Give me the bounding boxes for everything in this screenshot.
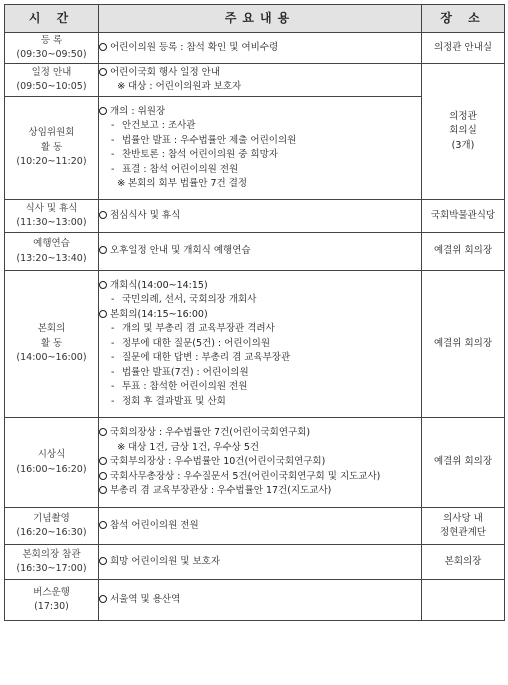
- content-text: 표결 : 참석 어린이의원 전원: [122, 163, 239, 175]
- session-label: 본회의장 참관: [22, 548, 81, 560]
- content-cell: [99, 580, 422, 621]
- circle-bullet-icon: [99, 41, 110, 56]
- content-line: [99, 519, 421, 534]
- content-text: 정회 후 결과발표 및 산회: [122, 395, 226, 407]
- session-label: 기념촬영: [33, 512, 70, 524]
- header-time: 시 간: [5, 5, 99, 33]
- dash-bullet-icon: [111, 119, 122, 134]
- content-line: [99, 80, 421, 95]
- content-text: 부총리 겸 교육부장관상 : 우수법률안 17건(지도교사): [110, 485, 332, 497]
- reference-mark-icon: [117, 177, 128, 192]
- content-text: 국회사무총장상 : 우수질문서 5건(어린이국회연구회 및 지도교사): [110, 470, 381, 482]
- dash-bullet-icon: [111, 366, 122, 381]
- place-cell: 의정관 안내실: [422, 33, 505, 64]
- content-line: [99, 308, 421, 323]
- content-cell: [99, 200, 422, 233]
- content-line: [99, 177, 421, 192]
- content-text: 대상 : 어린이의원과 보호자: [128, 81, 242, 92]
- time-range: (13:20~13:40): [16, 252, 87, 264]
- content-line: [99, 470, 421, 485]
- reference-mark-icon: [117, 80, 128, 95]
- circle-bullet-icon: [99, 555, 110, 570]
- time-range: (16:20~16:30): [16, 527, 87, 538]
- content-text: 점심식사 및 휴식: [110, 209, 181, 221]
- time-range: (09:30~09:50): [16, 49, 87, 60]
- content-line: [99, 41, 421, 56]
- time-range: (16:30~17:00): [16, 563, 87, 574]
- time-range: (09:50~10:05): [16, 81, 87, 92]
- session-label: 등 록: [40, 34, 63, 46]
- circle-bullet-icon: [99, 470, 110, 485]
- content-text: 개회식(14:00~14:15): [110, 279, 208, 291]
- session-label: 예행연습: [33, 238, 70, 249]
- content-text: 본회의 회부 법률안 7건 결정: [128, 178, 248, 189]
- content-cell: [99, 97, 422, 200]
- content-text: 개의 및 부총리 겸 교육부장관 격려사: [122, 323, 275, 335]
- dash-bullet-icon: [111, 134, 122, 149]
- header-row: [5, 5, 505, 33]
- time-cell: [5, 233, 99, 271]
- schedule-body: [5, 33, 505, 621]
- time-cell: [5, 271, 99, 418]
- schedule-row: [5, 580, 505, 621]
- circle-bullet-icon: [99, 426, 110, 441]
- dash-bullet-icon: [111, 163, 122, 178]
- schedule-row: [5, 200, 505, 233]
- dash-bullet-icon: [111, 395, 122, 410]
- place-cell: 본회의장: [422, 545, 505, 580]
- session-label: 식사 및 휴식: [25, 202, 78, 214]
- time-range: (10:20~11:20): [16, 156, 87, 168]
- time-range: (16:00~16:20): [16, 463, 87, 475]
- circle-bullet-icon: [99, 519, 110, 534]
- content-cell: [99, 271, 422, 418]
- circle-bullet-icon: [99, 209, 110, 224]
- content-line: [99, 209, 421, 224]
- time-cell: [5, 200, 99, 233]
- schedule-row: [5, 508, 505, 545]
- content-text: 법률안 발표(7건) : 어린이의원: [122, 366, 249, 378]
- content-line: [99, 426, 421, 441]
- place-cell: 예결위 회의장: [422, 233, 505, 271]
- content-line: [99, 351, 421, 366]
- content-text: 어린이의원 등록 : 참석 확인 및 여비수령: [110, 41, 279, 53]
- content-cell: [99, 64, 422, 97]
- time-cell: [5, 33, 99, 64]
- place-cell: [422, 580, 505, 621]
- content-line: [99, 395, 421, 410]
- session-label: 본회의 활 동: [37, 323, 66, 349]
- dash-bullet-icon: [111, 293, 122, 308]
- place-cell: 의사당 내 정현관계단: [422, 508, 505, 545]
- session-label: 시상식: [37, 449, 66, 460]
- dash-bullet-icon: [111, 351, 122, 366]
- time-cell: [5, 418, 99, 508]
- content-cell: [99, 545, 422, 580]
- time-range: (11:30~13:00): [16, 217, 87, 228]
- content-line: [99, 337, 421, 352]
- content-text: 오후일정 안내 및 개회식 예행연습: [110, 245, 251, 257]
- circle-bullet-icon: [99, 308, 110, 323]
- content-line: [99, 163, 421, 178]
- circle-bullet-icon: [99, 279, 110, 294]
- content-cell: [99, 33, 422, 64]
- content-line: [99, 366, 421, 381]
- content-line: [99, 484, 421, 499]
- time-cell: [5, 97, 99, 200]
- place-cell: 예결위 회의장: [422, 271, 505, 418]
- session-label: 버스운행: [33, 586, 70, 598]
- schedule-row: [5, 33, 505, 64]
- circle-bullet-icon: [99, 455, 110, 470]
- schedule-row: [5, 545, 505, 580]
- dash-bullet-icon: [111, 148, 122, 163]
- content-text: 국민의례, 선서, 국회의장 개회사: [122, 294, 257, 306]
- schedule-row: [5, 271, 505, 418]
- circle-bullet-icon: [99, 244, 110, 259]
- time-cell: [5, 580, 99, 621]
- time-cell: [5, 508, 99, 545]
- circle-bullet-icon: [99, 66, 110, 81]
- content-line: [99, 119, 421, 134]
- content-text: 질문에 대한 답변 : 부총리 겸 교육부장관: [122, 352, 291, 364]
- content-text: 본회의(14:15~16:00): [110, 308, 208, 320]
- content-line: [99, 441, 421, 456]
- content-text: 참석 어린이의원 전원: [110, 519, 199, 531]
- content-text: 찬반토론 : 참석 어린이의원 중 희망자: [122, 149, 278, 160]
- circle-bullet-icon: [99, 484, 110, 499]
- content-line: [99, 322, 421, 337]
- content-line: [99, 593, 421, 608]
- circle-bullet-icon: [99, 593, 110, 608]
- dash-bullet-icon: [111, 337, 122, 352]
- time-range: (14:00~16:00): [16, 352, 87, 364]
- session-label: 일정 안내: [31, 66, 72, 78]
- content-line: [99, 244, 421, 259]
- content-line: [99, 148, 421, 163]
- content-line: [99, 293, 421, 308]
- content-text: 대상 1건, 금상 1건, 우수상 5건: [128, 441, 260, 453]
- content-line: [99, 555, 421, 570]
- dash-bullet-icon: [111, 322, 122, 337]
- content-text: 안건보고 : 조사관: [122, 120, 196, 131]
- content-line: [99, 134, 421, 149]
- place-cell: 의정관 회의실 (3개): [422, 64, 505, 200]
- content-cell: [99, 233, 422, 271]
- schedule-row: [5, 233, 505, 271]
- content-text: 정부에 대한 질문(5건) : 어린이의원: [122, 337, 271, 349]
- content-line: [99, 279, 421, 294]
- schedule-row: [5, 418, 505, 508]
- content-text: 국회부의장상 : 우수법률안 10건(어린이국회연구회): [110, 456, 326, 468]
- content-line: [99, 105, 421, 120]
- content-line: [99, 66, 421, 81]
- content-text: 어린이국회 행사 일정 안내: [110, 66, 221, 78]
- header-content: 주요내용: [99, 5, 422, 33]
- circle-bullet-icon: [99, 105, 110, 120]
- content-cell: [99, 508, 422, 545]
- time-cell: [5, 545, 99, 580]
- schedule-table: [4, 4, 505, 621]
- place-cell: 예결위 회의장: [422, 418, 505, 508]
- content-text: 희망 어린이의원 및 보호자: [110, 555, 221, 567]
- time-cell: [5, 64, 99, 97]
- header-place: 장 소: [422, 5, 505, 33]
- content-text: 투표 : 참석한 어린이의원 전원: [122, 381, 248, 393]
- time-range: (17:30): [34, 601, 69, 612]
- content-line: [99, 455, 421, 470]
- content-line: [99, 380, 421, 395]
- session-label: 상임위원회 활 동: [28, 127, 75, 153]
- place-cell: 국회박물관식당: [422, 200, 505, 233]
- content-text: 개의 : 위원장: [110, 105, 166, 117]
- content-text: 서울역 및 용산역: [110, 593, 181, 605]
- content-text: 국회의장상 : 우수법률안 7건(어린이국회연구회): [110, 427, 311, 439]
- reference-mark-icon: [117, 441, 128, 456]
- schedule-row: [5, 64, 505, 97]
- dash-bullet-icon: [111, 380, 122, 395]
- content-cell: [99, 418, 422, 508]
- content-text: 법률안 발표 : 우수법률안 제출 어린이의원: [122, 134, 297, 146]
